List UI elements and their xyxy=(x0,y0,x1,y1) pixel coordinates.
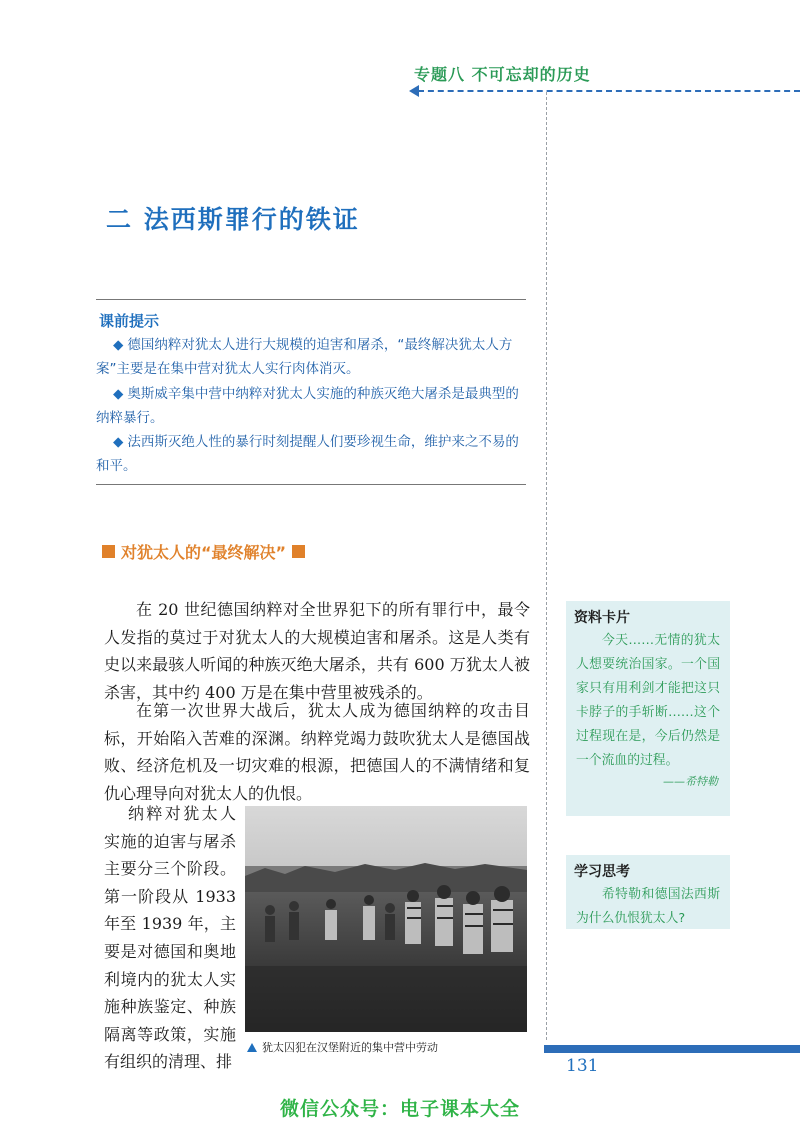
triangle-marker-icon xyxy=(247,1043,257,1052)
hint-item xyxy=(96,333,526,381)
square-bullet-icon xyxy=(292,545,305,558)
chapter-header: 专题八 不可忘却的历史 xyxy=(414,65,591,84)
info-card-text: 今天……无情的犹太人想要统治国家。一个国家只有用利剑才能把这只卡脖子的手斩断……这个过程现在是，今后仍然是一个流血的过程。 xyxy=(576,633,720,768)
study-question-card xyxy=(566,855,730,929)
study-question-text: 希特勒和德国法西斯为什么仇恨犹太人? xyxy=(576,887,720,926)
page-number: 131 xyxy=(566,1056,599,1076)
info-card-source: ——希特勒 xyxy=(663,775,718,788)
study-question-title: 学习思考 xyxy=(574,864,630,880)
diamond-bullet-icon: ◆ xyxy=(113,386,124,402)
footer-bar xyxy=(544,1045,800,1053)
header-divider xyxy=(418,90,800,92)
hint-item xyxy=(96,430,526,478)
subsection-title: 对犹太人的“最终解决” xyxy=(121,543,287,562)
diamond-bullet-icon: ◆ xyxy=(113,337,124,353)
caption-text: 犹太囚犯在汉堡附近的集中营中劳动 xyxy=(262,1041,438,1054)
hint-heading: 课前提示 xyxy=(99,312,160,330)
body-paragraph-wrapped: 纳粹对犹太人实施的迫害与屠杀主要分三个阶段。第一阶段从 1933 年至 1939 年，主要是对德国和奥地利境内的犹太人实施种族鉴定、种族隔离等政策，实施有组织的清理、排 xyxy=(104,804,236,1072)
hint-item xyxy=(96,382,526,430)
margin-divider xyxy=(546,92,547,1040)
diamond-bullet-icon: ◆ xyxy=(113,434,124,450)
info-card-title: 资料卡片 xyxy=(574,610,630,626)
body-paragraph: 在 20 世纪德国纳粹对全世界犯下的所有罪行中，最令人发指的莫过于对犹太人的大规模迫害和屠杀。这是人类有史以来最骇人听闻的种族灭绝大屠杀，共有 600 万犹太人被杀害，其中约 400 万是在集中营里被残杀的。 xyxy=(104,600,530,702)
hint-text: 法西斯灭绝人性的暴行时刻提醒人们要珍视生命，维护来之不易的和平。 xyxy=(96,434,519,474)
photo-caption xyxy=(247,1039,438,1055)
info-card xyxy=(566,601,730,816)
watermark: 微信公众号：电子课本大全 xyxy=(279,1098,520,1120)
prisoners-photo xyxy=(245,806,527,1032)
section-title: 二 法西斯罪行的铁证 xyxy=(106,205,360,234)
lesson-hint-box xyxy=(96,299,526,485)
hint-text: 德国纳粹对犹太人进行大规模的迫害和屠杀，“最终解决犹太人方案”主要是在集中营对犹太人实行肉体消灭。 xyxy=(96,337,513,377)
square-bullet-icon xyxy=(102,545,115,558)
hint-text: 奥斯威辛集中营中纳粹对犹太人实施的种族灭绝大屠杀是最典型的纳粹暴行。 xyxy=(96,386,519,426)
subsection-heading xyxy=(102,540,305,563)
body-paragraph: 在第一次世界大战后，犹太人成为德国纳粹的攻击目标，开始陷入苦难的深渊。纳粹党竭力鼓吹犹太人是德国战败、经济危机及一切灾难的根源，把德国人的不满情绪和复仇心理导向对犹太人的仇恨。 xyxy=(104,701,530,803)
